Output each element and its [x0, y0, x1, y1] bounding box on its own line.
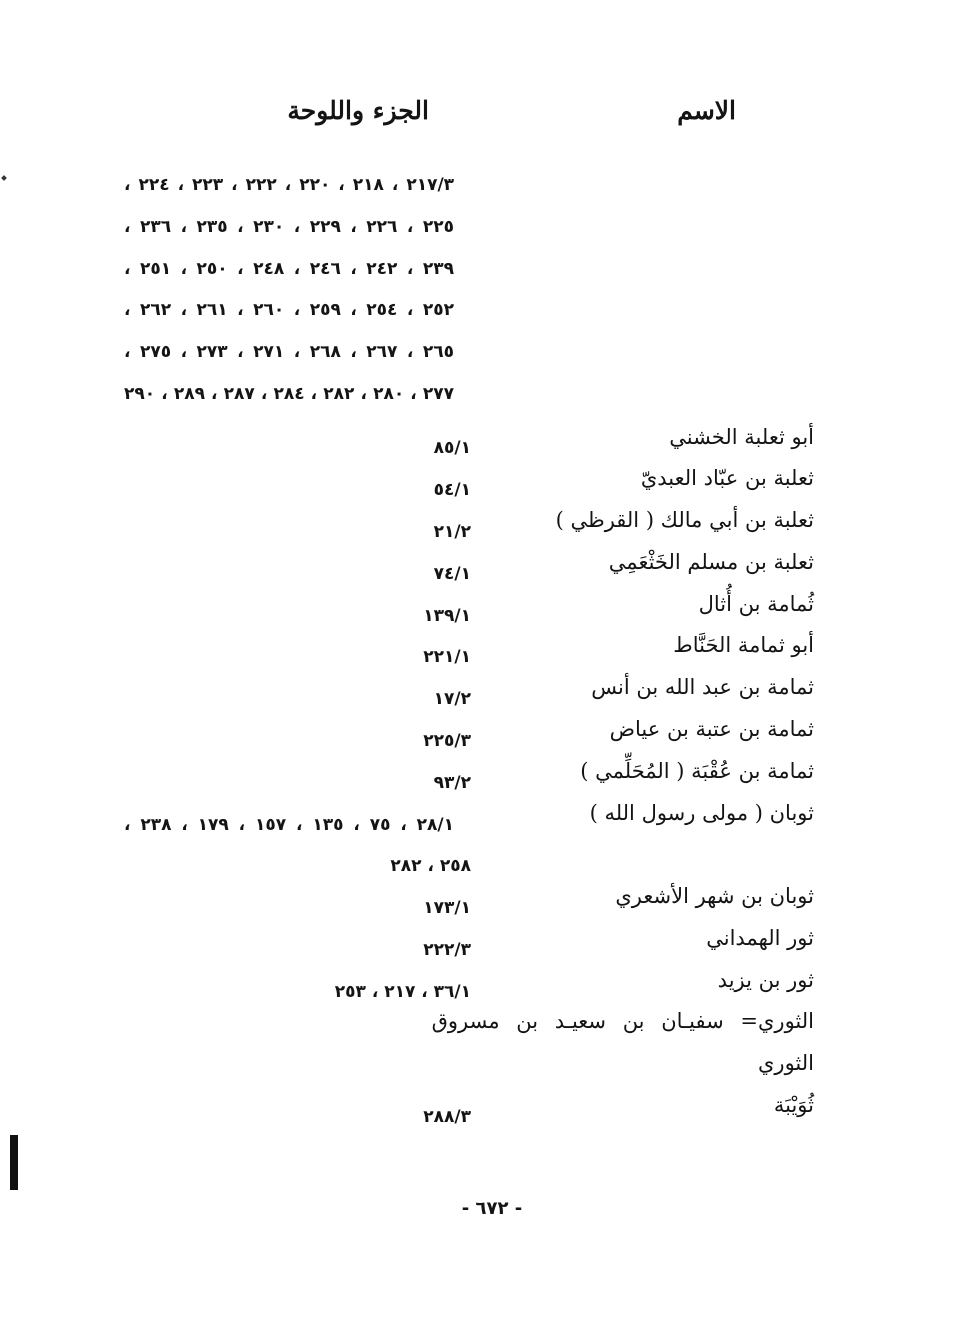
scan-edge-mark: [10, 1135, 18, 1190]
continuation-line: ٢٦٥ ، ٢٦٧ ، ٢٦٨ ، ٢٧١ ، ٢٧٣ ، ٢٧٥ ،: [124, 342, 454, 362]
entry-name: ثُوَيْبَة: [773, 1093, 814, 1117]
column-header-volume: الجزء واللوحة: [287, 96, 429, 125]
page-number: - ٦٧٢ -: [461, 1198, 523, 1219]
entry-ref: ٢١/٢: [433, 522, 471, 542]
entry-name: ثوبان ( مولى رسول الله ): [589, 801, 814, 825]
entry-ref: ٨٥/١: [433, 438, 471, 458]
entry-ref: ٣٦/١ ، ٢١٧ ، ٢٥٣: [334, 982, 471, 1002]
continuation-line: ٢٢٥ ، ٢٢٦ ، ٢٢٩ ، ٢٣٠ ، ٢٣٥ ، ٢٣٦ ،: [124, 217, 454, 237]
entry-ref: ٩٣/٢: [433, 773, 471, 793]
entry-ref-continuation: ٢٥٨ ، ٢٨٢: [390, 856, 471, 876]
entry-ref: ٢٨٨/٣: [423, 1107, 471, 1127]
entry-ref: ٢٢٢/٣: [423, 940, 471, 960]
entry-name: الثوري= سفيـان بن سعيـد بن مسروق: [431, 1009, 814, 1033]
entry-name: ثُمامة بن أُثال: [698, 592, 814, 616]
entry-name: ثور بن يزيد: [717, 968, 814, 992]
entry-name: أبو ثمامة الحَنَّاط: [673, 633, 814, 657]
entry-name: ثمامة بن عُقْبَة ( المُحَلِّمي ): [580, 759, 814, 783]
continuation-line: ٢١٧/٣ ، ٢١٨ ، ٢٢٠ ، ٢٢٢ ، ٢٢٣ ، ٢٢٤ ،: [124, 175, 455, 195]
entry-name: ثمامة بن عتبة بن عياض: [609, 717, 814, 741]
entry-name: ثعلبة بن أبي مالك ( القرظي ): [555, 508, 814, 532]
entry-ref: ١٧٣/١: [423, 898, 471, 918]
continuation-line: ٢٧٧ ، ٢٨٠ ، ٢٨٢ ، ٢٨٤ ، ٢٨٧ ، ٢٨٩ ، ٢٩٠: [124, 384, 455, 404]
entry-name: أبو ثعلبة الخشني: [669, 425, 814, 449]
entry-ref: ٢٨/١ ، ٧٥ ، ١٣٥ ، ١٥٧ ، ١٧٩ ، ٢٣٨ ،: [124, 815, 455, 835]
entry-ref: ٢٢١/١: [423, 647, 471, 667]
continuation-line: ٢٥٢ ، ٢٥٤ ، ٢٥٩ ، ٢٦٠ ، ٢٦١ ، ٢٦٢ ،: [124, 300, 454, 320]
entry-name: ثور الهمداني: [706, 926, 814, 950]
entry-name: الثوري: [758, 1051, 814, 1075]
entry-ref: ٧٤/١: [433, 564, 471, 584]
entry-ref: ١٣٩/١: [423, 606, 471, 626]
continuation-line: ٢٣٩ ، ٢٤٢ ، ٢٤٦ ، ٢٤٨ ، ٢٥٠ ، ٢٥١ ،: [124, 259, 454, 279]
entry-name: ثمامة بن عبد الله بن أنس: [591, 675, 814, 699]
column-header-name: الاسم: [677, 96, 736, 125]
entry-name: ثعلبة بن مسلم الخَثْعَمِي: [608, 550, 814, 574]
entry-ref: ٢٢٥/٣: [423, 731, 471, 751]
entry-name: ثوبان بن شهر الأشعري: [615, 884, 814, 908]
scan-edge-speck: [1, 175, 7, 181]
entry-ref: ٥٤/١: [433, 480, 471, 500]
entry-name: ثعلبة بن عبّاد العبديّ: [640, 466, 814, 490]
entry-ref: ١٧/٢: [433, 689, 471, 709]
